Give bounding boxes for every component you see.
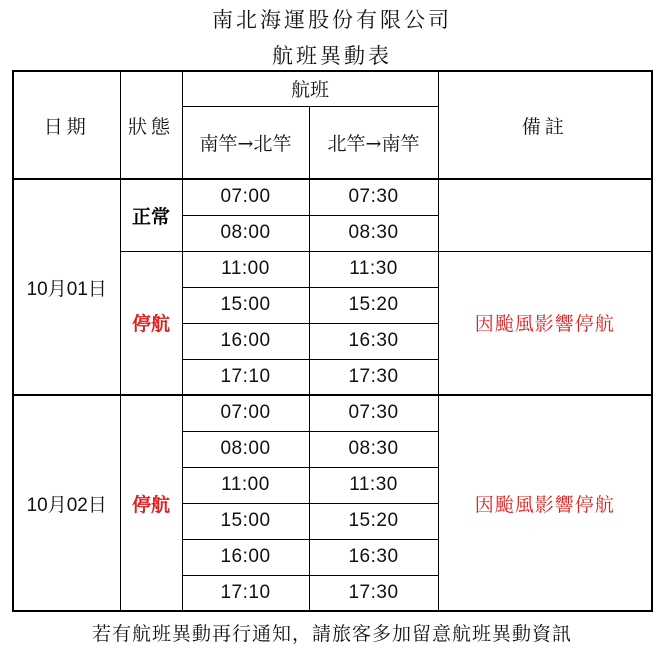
schedule-table <box>12 70 653 612</box>
status-suspended: 停航 <box>120 251 182 395</box>
time-cell: 11:30 <box>309 251 438 287</box>
document-title: 航班異動表 <box>272 44 392 68</box>
time-cell: 16:00 <box>182 539 309 575</box>
table-row <box>13 179 652 215</box>
status-normal: 正常 <box>120 179 182 251</box>
time-cell: 15:00 <box>182 287 309 323</box>
status-suspended: 停航 <box>120 395 182 611</box>
header-date: 日期 <box>13 71 120 179</box>
time-cell: 15:00 <box>182 503 309 539</box>
date-cell: 10月02日 <box>13 395 120 611</box>
footer-notice: 若有航班異動再行通知，請旅客多加留意航班異動資訊 <box>91 623 572 645</box>
header-flights: 航班 <box>182 71 438 106</box>
time-cell: 08:00 <box>182 215 309 251</box>
time-cell: 15:20 <box>309 287 438 323</box>
time-cell: 17:30 <box>309 575 438 611</box>
time-cell: 07:00 <box>182 179 309 215</box>
time-cell: 07:30 <box>309 395 438 431</box>
table-row <box>13 395 652 431</box>
time-cell: 07:00 <box>182 395 309 431</box>
remark-typhoon: 因颱風影響停航 <box>438 395 652 611</box>
time-cell: 08:30 <box>309 215 438 251</box>
header-south-north: 北竿→南竿 <box>309 106 438 179</box>
header-status: 狀態 <box>120 71 182 179</box>
time-cell: 11:30 <box>309 467 438 503</box>
time-cell: 07:30 <box>309 179 438 215</box>
time-cell: 08:30 <box>309 431 438 467</box>
time-cell: 16:30 <box>309 323 438 359</box>
remark-empty <box>438 179 652 251</box>
time-cell: 11:00 <box>182 251 309 287</box>
time-cell: 17:30 <box>309 359 438 395</box>
remark-typhoon: 因颱風影響停航 <box>438 251 652 395</box>
header-north-south: 南竿→北竿 <box>182 106 309 179</box>
date-cell: 10月01日 <box>13 179 120 395</box>
time-cell: 16:00 <box>182 323 309 359</box>
header-remark: 備註 <box>438 71 652 179</box>
time-cell: 11:00 <box>182 467 309 503</box>
time-cell: 15:20 <box>309 503 438 539</box>
time-cell: 17:10 <box>182 575 309 611</box>
company-name: 南北海運股份有限公司 <box>212 8 452 32</box>
time-cell: 16:30 <box>309 539 438 575</box>
time-cell: 08:00 <box>182 431 309 467</box>
time-cell: 17:10 <box>182 359 309 395</box>
